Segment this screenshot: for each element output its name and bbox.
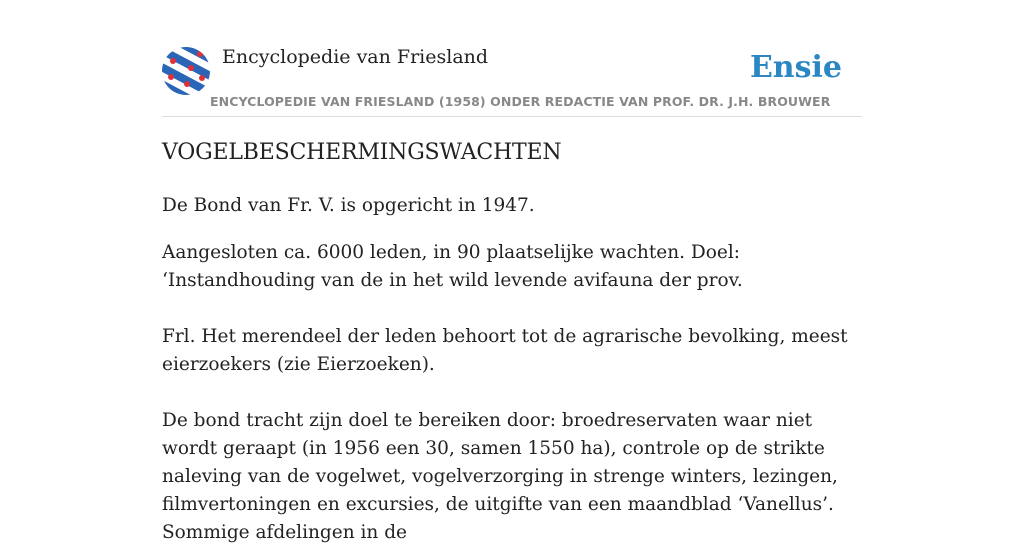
brand-logo[interactable]: Ensie xyxy=(749,50,842,85)
site-title[interactable]: Encyclopedie van Friesland xyxy=(222,46,489,68)
article-paragraph: De bond tracht zijn doel te bereiken door: broedreservaten waar niet wordt geraapt (in 1956 een 30, samen 1550 ha), controle op de strikte naleving van de vogelwet, vogelverzorging in strenge winters, lezingen, filmvertoningen en excursies, de uitgifte van een maandblad ‘Vanellus’. Sommige afdelingen in de xyxy=(162,410,838,543)
header xyxy=(162,0,862,117)
article-body xyxy=(162,192,862,547)
article-title: VOGELBESCHERMINGSWACHTEN xyxy=(162,140,562,165)
article-paragraph: Aangesloten ca. 6000 leden, in 90 plaatselijke wachten. Doel: ‘Instandhouding van de in het wild levende avifauna der prov. xyxy=(162,242,743,291)
site-subtitle: ENCYCLOPEDIE VAN FRIESLAND (1958) ONDER REDACTIE VAN PROF. DR. J.H. BROUWER xyxy=(210,94,831,109)
article-paragraph: De Bond van Fr. V. is opgericht in 1947. xyxy=(162,195,535,216)
frisian-flag-logo-icon[interactable] xyxy=(162,47,210,95)
page xyxy=(162,0,862,543)
article-paragraph: Frl. Het merendeel der leden behoort tot de agrarische bevolking, meest eierzoekers (zie Eierzoeken). xyxy=(162,326,848,375)
